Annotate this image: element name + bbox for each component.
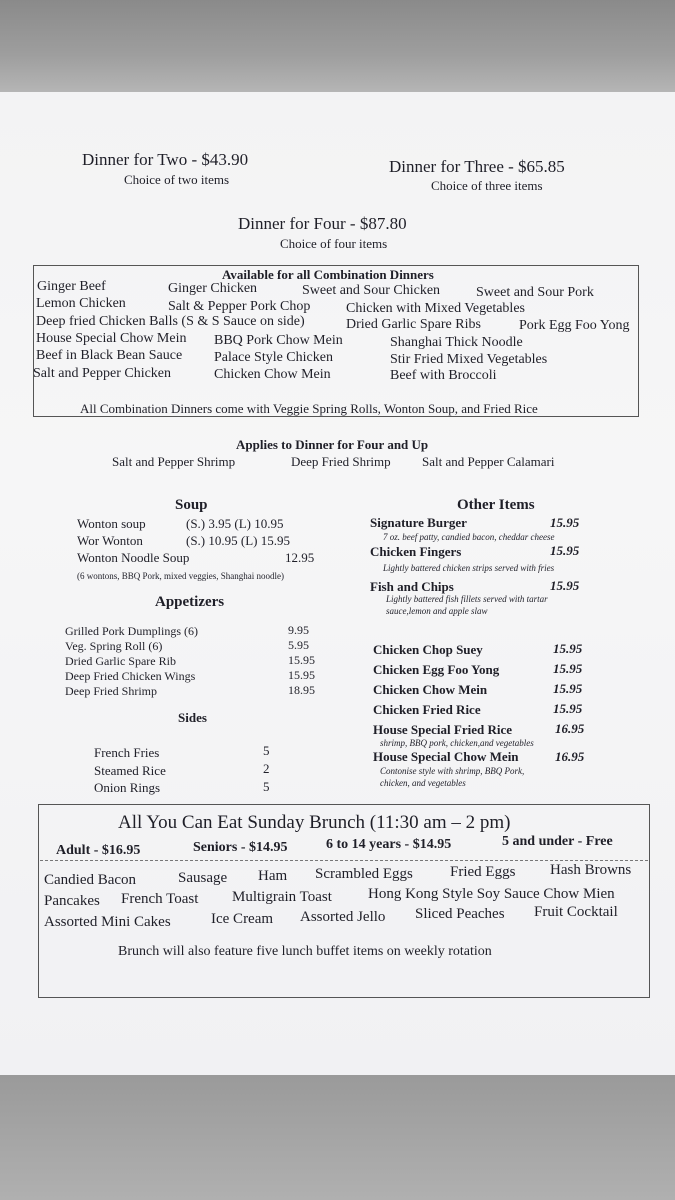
dinner-three-subtitle: Choice of three items [431, 178, 543, 193]
brunch-item: Candied Bacon [44, 872, 137, 888]
combo-item: Sweet and Sour Pork [476, 285, 594, 300]
brunch-item: Sliced Peaches [415, 906, 505, 922]
main-item-name: Chicken Chop Suey [373, 642, 483, 657]
combo-item: BBQ Pork Chow Mein [214, 333, 343, 348]
brunch-item: Assorted Mini Cakes [44, 914, 171, 930]
brunch-item: Pancakes [44, 893, 100, 909]
other-item-name: Signature Burger [370, 515, 467, 530]
combo-item: Chicken with Mixed Vegetables [346, 301, 525, 316]
other-item-name: Chicken Fingers [370, 544, 462, 559]
main-item-desc: chicken, and vegetables [380, 778, 466, 788]
appetizer-price: 15.95 [288, 653, 315, 667]
main-item-desc: shrimp, BBQ pork, chicken,and vegetables [380, 738, 534, 748]
other-items-heading: Other Items [457, 497, 535, 513]
soup-note: (6 wontons, BBQ Pork, mixed veggies, Shanghai noodle) [77, 571, 284, 581]
dinner-four-title: Dinner for Four - $87.80 [238, 214, 407, 233]
brunch-item: French Toast [121, 891, 199, 907]
main-item-name: House Special Chow Mein [373, 749, 519, 764]
four-up-item: Salt and Pepper Shrimp [112, 454, 236, 469]
dinner-two-title: Dinner for Two - $43.90 [82, 150, 249, 169]
combo-item: Dried Garlic Spare Ribs [346, 317, 481, 332]
combo-item: Sweet and Sour Chicken [302, 283, 441, 298]
other-item-desc: 7 oz. beef patty, candied bacon, cheddar cheese [383, 532, 555, 542]
four-up-item: Deep Fried Shrimp [291, 454, 391, 469]
soup-price: 12.95 [285, 550, 315, 565]
dinner-four-subtitle: Choice of four items [280, 236, 388, 251]
appetizer-name: Deep Fried Shrimp [65, 684, 157, 698]
brunch-price: 5 and under - Free [502, 834, 613, 849]
main-item-price: 15.95 [553, 681, 583, 696]
side-price: 2 [263, 761, 270, 776]
brunch-divider [40, 860, 648, 861]
side-name: Onion Rings [94, 780, 161, 795]
combo-item: Pork Egg Foo Yong [519, 318, 630, 333]
appetizer-price: 9.95 [288, 623, 309, 637]
combo-item: House Special Chow Mein [36, 331, 187, 346]
brunch-item: Ice Cream [211, 911, 274, 927]
four-up-heading: Applies to Dinner for Four and Up [236, 437, 429, 452]
combo-item: Ginger Chicken [168, 281, 258, 296]
other-item-price: 15.95 [550, 543, 580, 558]
brunch-item: Sausage [178, 870, 228, 886]
combo-item: Salt & Pepper Pork Chop [168, 299, 311, 314]
sides-heading: Sides [178, 710, 207, 725]
brunch-item: Hong Kong Style Soy Sauce Chow Mien [368, 886, 615, 902]
appetizer-name: Veg. Spring Roll (6) [65, 639, 163, 653]
other-item-desc: Lightly battered chicken strips served with fries [383, 563, 555, 573]
appetizer-name: Dried Garlic Spare Rib [65, 654, 176, 668]
main-item-price: 15.95 [553, 661, 583, 676]
appetizers-heading: Appetizers [155, 594, 225, 610]
brunch-item: Fruit Cocktail [534, 904, 618, 920]
combo-item: Beef with Broccoli [390, 368, 497, 383]
combo-item: Beef in Black Bean Sauce [36, 348, 183, 363]
dinner-two-subtitle: Choice of two items [124, 172, 230, 187]
brunch-price: Adult - $16.95 [56, 843, 141, 858]
combo-item: Shanghai Thick Noodle [390, 335, 523, 350]
soup-name: Wor Wonton [77, 533, 143, 548]
background-bottom [0, 1075, 675, 1200]
combo-item: Stir Fried Mixed Vegetables [390, 352, 548, 367]
brunch-item: Hash Browns [550, 862, 632, 878]
main-item-price: 16.95 [555, 749, 585, 764]
combo-item: Deep fried Chicken Balls (S & S Sauce on side) [36, 314, 305, 329]
combo-item: Chicken Chow Mein [214, 367, 331, 382]
other-item-price: 15.95 [550, 578, 580, 593]
combo-item: Lemon Chicken [36, 296, 126, 311]
other-item-desc: sauce,lemon and apple slaw [386, 606, 488, 616]
appetizer-price: 5.95 [288, 638, 309, 652]
brunch-item: Multigrain Toast [232, 889, 332, 905]
soup-name: Wonton soup [77, 516, 146, 531]
combo-item: Ginger Beef [37, 279, 106, 294]
main-item-name: Chicken Chow Mein [373, 682, 488, 697]
side-name: Steamed Rice [94, 763, 166, 778]
side-name: French Fries [94, 745, 160, 760]
main-item-name: Chicken Fried Rice [373, 702, 481, 717]
other-item-price: 15.95 [550, 515, 580, 530]
soup-heading: Soup [175, 497, 208, 513]
other-item-desc: Lightly battered fish fillets served with tartar [386, 594, 548, 604]
combo-item: Palace Style Chicken [214, 350, 333, 365]
combo-item: Salt and Pepper Chicken [33, 366, 172, 381]
main-item-name: House Special Fried Rice [373, 722, 513, 737]
brunch-price: 6 to 14 years - $14.95 [326, 837, 452, 852]
soup-price: (S.) 10.95 (L) 15.95 [186, 533, 290, 548]
background-top [0, 0, 675, 92]
combination-heading: Available for all Combination Dinners [222, 267, 434, 282]
dinner-three-title: Dinner for Three - $65.85 [389, 157, 565, 176]
main-item-price: 16.95 [555, 721, 585, 736]
combination-footer: All Combination Dinners come with Veggie Spring Rolls, Wonton Soup, and Fried Rice [80, 401, 538, 416]
brunch-item: Assorted Jello [300, 909, 386, 925]
appetizer-name: Grilled Pork Dumplings (6) [65, 624, 198, 638]
brunch-item: Scrambled Eggs [315, 866, 413, 882]
soup-name: Wonton Noodle Soup [77, 550, 190, 565]
brunch-item: Ham [258, 868, 288, 884]
other-item-name: Fish and Chips [370, 579, 454, 594]
brunch-item: Fried Eggs [450, 864, 516, 880]
appetizer-price: 18.95 [288, 683, 315, 697]
main-item-price: 15.95 [553, 701, 583, 716]
brunch-price: Seniors - $14.95 [193, 840, 288, 855]
appetizer-price: 15.95 [288, 668, 315, 682]
brunch-footer: Brunch will also feature five lunch buffet items on weekly rotation [118, 944, 492, 959]
main-item-name: Chicken Egg Foo Yong [373, 662, 500, 677]
four-up-item: Salt and Pepper Calamari [422, 454, 555, 469]
soup-price: (S.) 3.95 (L) 10.95 [186, 516, 284, 531]
side-price: 5 [263, 743, 270, 758]
main-item-price: 15.95 [553, 641, 583, 656]
brunch-title: All You Can Eat Sunday Brunch (11:30 am – 2 pm) [118, 812, 511, 833]
side-price: 5 [263, 779, 270, 794]
appetizer-name: Deep Fried Chicken Wings [65, 669, 196, 683]
main-item-desc: Contonise style with shrimp, BBQ Pork, [380, 766, 525, 776]
